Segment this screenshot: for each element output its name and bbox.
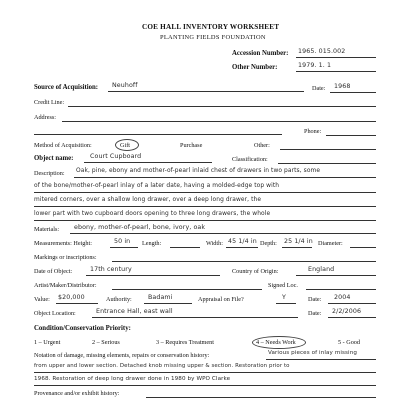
- accession-label: Accession Number:: [232, 50, 289, 57]
- country-label: Country of Origin:: [232, 268, 279, 275]
- notation-rule-2: [34, 385, 376, 386]
- location-date-label: Date:: [308, 310, 322, 317]
- classification-line[interactable]: [278, 163, 376, 164]
- markings-label: Markings or inscriptions:: [34, 254, 97, 261]
- value-date-value[interactable]: 2004: [334, 294, 351, 301]
- height-value[interactable]: 50 in: [114, 238, 131, 245]
- description-line-4[interactable]: lower part with two cupboard doors opening to three long drawers, the whole: [34, 211, 271, 217]
- condition-option-5[interactable]: 5 - Good: [338, 339, 360, 346]
- artist-label: Artist/Maker/Distributor:: [34, 282, 97, 289]
- condition-label: Condition/Conservation Priority:: [34, 325, 131, 332]
- object-name-line: [84, 162, 212, 163]
- source-date-value[interactable]: 1968: [334, 83, 351, 90]
- address-label: Address:: [34, 114, 56, 121]
- width-line: [226, 247, 258, 248]
- markings-line[interactable]: [112, 261, 376, 262]
- method-selected-circle: [115, 139, 139, 151]
- depth-line: [282, 247, 312, 248]
- date-of-object-label: Date of Object:: [34, 268, 73, 275]
- authority-label: Authority:: [106, 296, 132, 303]
- appraisal-value[interactable]: Y: [282, 294, 286, 301]
- other-number-value[interactable]: 1979. 1. 1: [298, 62, 332, 69]
- object-name-label: Object name:: [34, 155, 74, 162]
- condition-option-2[interactable]: 2 – Serious: [92, 339, 120, 346]
- location-date-value[interactable]: 2/2/2006: [332, 308, 362, 315]
- materials-label: Materials:: [34, 226, 60, 233]
- country-line: [296, 275, 376, 276]
- provenance-label: Provenance and/or exhibit history:: [34, 390, 120, 397]
- description-line-3[interactable]: mitered corners, over a shallow long drawer, over a deep long drawer, the: [34, 197, 262, 203]
- provenance-line[interactable]: [146, 397, 376, 398]
- source-label: Source of Acquisition:: [34, 84, 99, 91]
- notation-line-1[interactable]: from upper and lower section. Detached knob missing upper & section. Restoration prior to: [34, 363, 290, 369]
- accession-line: [296, 57, 376, 58]
- method-label: Method of Acquisition:: [34, 142, 92, 149]
- description-rule-2: [34, 192, 376, 193]
- condition-option-1[interactable]: 1 – Urgent: [34, 339, 61, 346]
- height-line: [110, 247, 138, 248]
- condition-option-3[interactable]: 3 – Requires Treatment: [156, 339, 214, 346]
- value-amount[interactable]: $20,000: [58, 294, 85, 301]
- country-value[interactable]: England: [308, 266, 335, 273]
- location-date-line: [328, 317, 376, 318]
- diameter-label: Diameter:: [318, 240, 343, 247]
- address-field[interactable]: [62, 121, 376, 122]
- notation-line-2[interactable]: 1968. Restoration of deep long drawer done in 1980 by WPO Clarke: [34, 376, 231, 382]
- source-line: [108, 91, 304, 92]
- value-date-label: Date:: [308, 296, 322, 303]
- description-rule-3: [34, 206, 376, 207]
- depth-value[interactable]: 25 1/4 in: [284, 238, 313, 245]
- materials-value[interactable]: ebony, mother-of-pearl, bone, ivory, oak: [74, 224, 206, 231]
- credit-line-field[interactable]: [68, 106, 376, 107]
- accession-value[interactable]: 1965. 015.002: [298, 48, 346, 55]
- other-number-line: [296, 71, 376, 72]
- materials-line: [70, 233, 376, 234]
- length-label: Length:: [142, 240, 162, 247]
- value-line: [56, 303, 98, 304]
- location-label: Object Location:: [34, 310, 76, 317]
- artist-line[interactable]: [112, 289, 262, 290]
- measurements-label: Measurements: Height:: [34, 240, 92, 247]
- signed-loc-line[interactable]: [306, 289, 376, 290]
- worksheet-title: COE HALL INVENTORY WORKSHEET: [142, 23, 280, 31]
- authority-line: [144, 303, 192, 304]
- notation-rule-1: [34, 372, 376, 373]
- condition-selected-circle: [252, 336, 306, 349]
- method-option-other[interactable]: Other:: [254, 142, 270, 149]
- method-option-gift[interactable]: Gift: [120, 142, 130, 149]
- width-value[interactable]: 45 1/4 in: [228, 238, 257, 245]
- depth-label: Depth:: [260, 240, 277, 247]
- description-line-2[interactable]: of the bone/mother-of-pearl inlay of a later date, having a molded-edge top with: [34, 183, 280, 189]
- other-number-label: Other Number:: [232, 64, 278, 71]
- foundation-subtitle: PLANTING FIELDS FOUNDATION: [160, 34, 266, 41]
- notation-rule-0: [266, 359, 376, 360]
- source-value[interactable]: Neuhoff: [112, 82, 138, 89]
- notation-label: Notation of damage, missing elements, repairs or conservation history:: [34, 352, 210, 359]
- description-label: Description:: [34, 170, 65, 177]
- signed-loc-label: Signed Loc.: [268, 282, 298, 289]
- appraisal-line: [276, 303, 296, 304]
- object-name-value[interactable]: Court Cupboard: [90, 153, 142, 160]
- value-date-line: [328, 303, 376, 304]
- appraisal-label: Appraisal on File?: [198, 296, 244, 303]
- authority-value[interactable]: Badami: [148, 294, 173, 301]
- length-line[interactable]: [170, 247, 200, 248]
- source-date-label: Date:: [312, 85, 326, 92]
- date-of-object-value[interactable]: 17th century: [90, 266, 132, 273]
- description-rule-4: [34, 220, 376, 221]
- address-field-2[interactable]: [34, 134, 282, 135]
- source-date-line: [330, 92, 376, 93]
- condition-option-4[interactable]: 4 – Needs Work: [256, 339, 296, 346]
- classification-label: Classification:: [232, 156, 268, 163]
- method-other-line[interactable]: [280, 149, 376, 150]
- method-option-purchase[interactable]: Purchase: [180, 142, 203, 149]
- notation-value[interactable]: Various pieces of inlay missing: [268, 350, 358, 356]
- phone-label: Phone:: [304, 128, 322, 135]
- description-rule-1: [74, 177, 376, 178]
- location-line: [92, 317, 298, 318]
- width-label: Width:: [206, 240, 223, 247]
- diameter-line[interactable]: [350, 247, 376, 248]
- location-value[interactable]: Entrance Hall, east wall: [96, 308, 173, 315]
- description-line-1[interactable]: Oak, pine, ebony and mother-of-pearl inlaid chest of drawers in two parts, some: [76, 168, 321, 174]
- value-label: Value:: [34, 296, 50, 303]
- date-of-object-line: [86, 275, 220, 276]
- credit-line-label: Credit Line:: [34, 99, 65, 106]
- phone-field[interactable]: [326, 135, 376, 136]
